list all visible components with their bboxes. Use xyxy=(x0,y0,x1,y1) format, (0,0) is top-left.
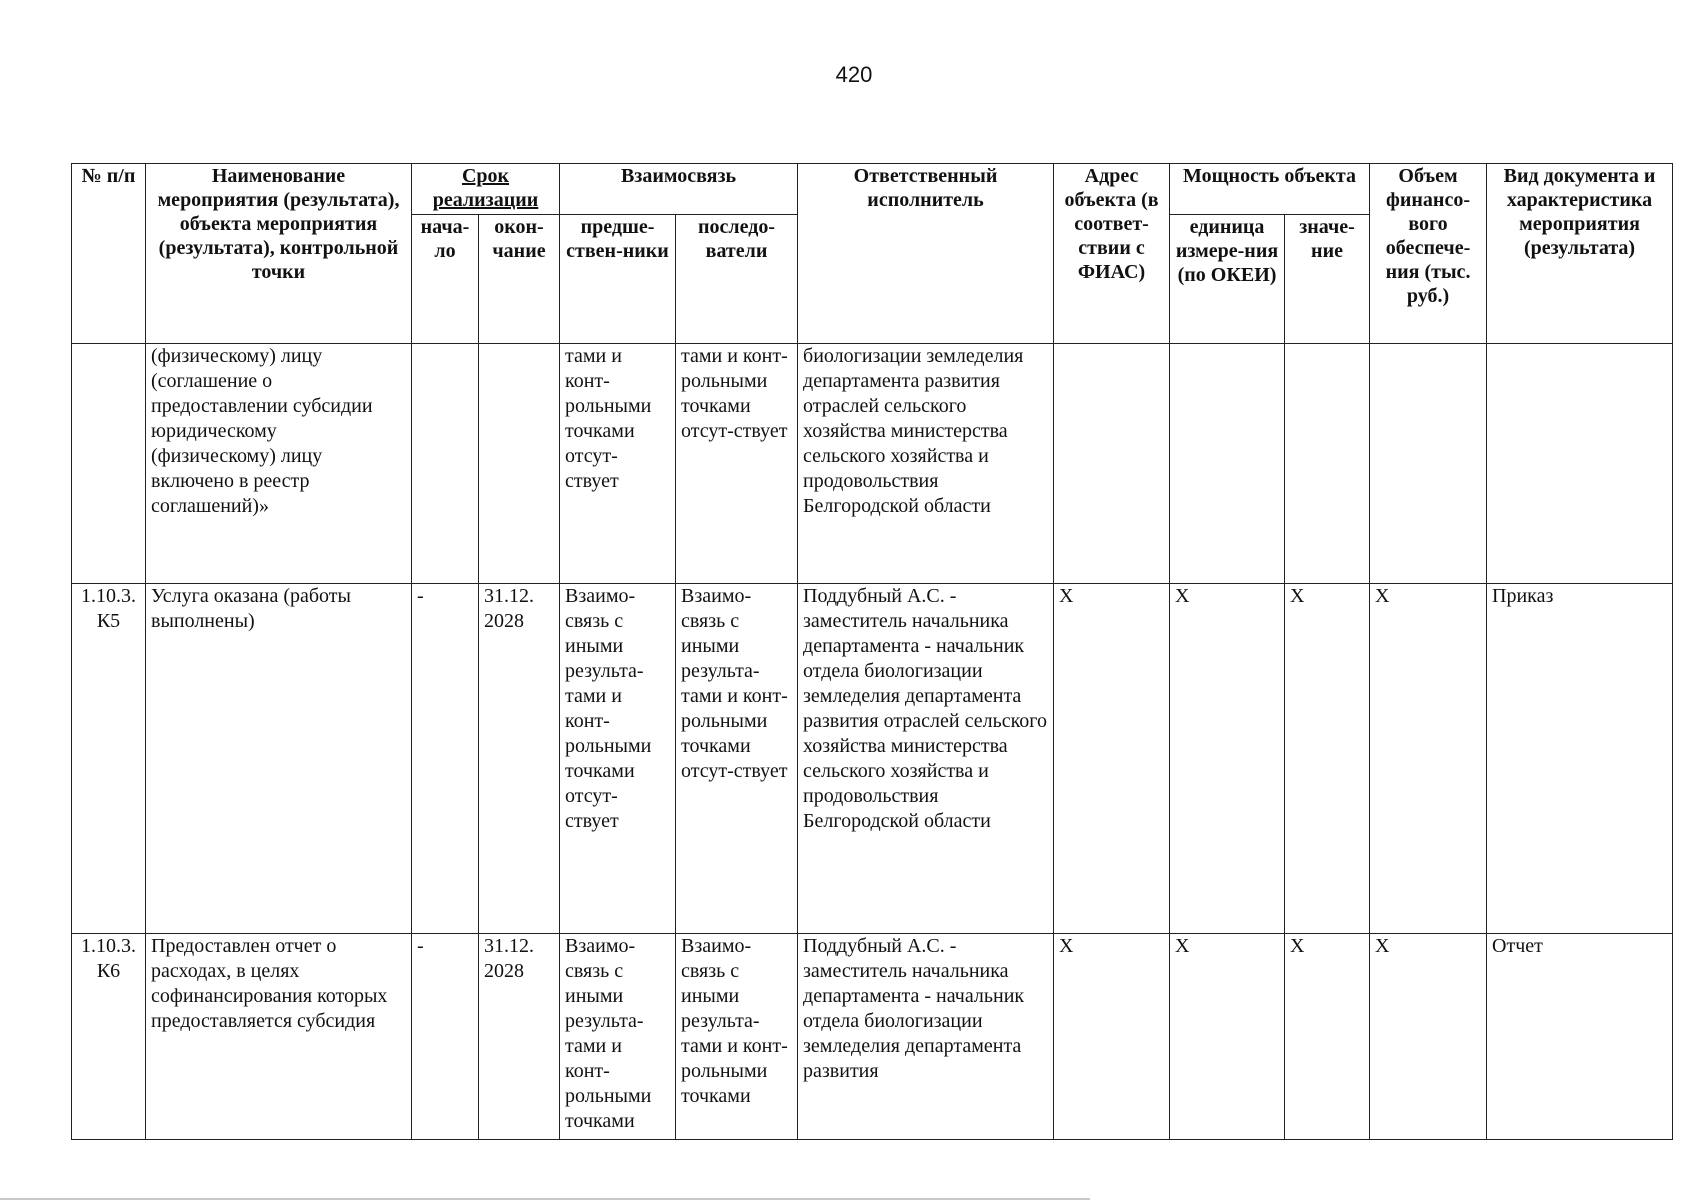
cell-unit-text: X xyxy=(1175,935,1190,957)
cell-name-text: Предоставлен отчет о расходах, в целях софинансирования которых предоставляется субсидия xyxy=(151,935,388,1032)
header-name: Наименование мероприятия (результата), объекта мероприятия (результата), контрольной точки xyxy=(146,164,412,344)
cell-funding: X xyxy=(1370,584,1487,934)
cell-end xyxy=(479,934,560,1140)
cell-next: Взаимо-связь с иными результа-тами и конт-рольными точками отсут-ствует xyxy=(676,584,798,934)
cell-prev: Взаимо-связь с иными результа-тами и конт-рольными точками отсут-ствует xyxy=(560,584,676,934)
cell-end: 31.12. 2028 xyxy=(479,584,560,934)
cell-responsible: Поддубный А.С. - заместитель начальника департамента - начальник отдела биологизации земледелия департамента развития отраслей сельского хозяйства министерства сельского хозяйства и продовольствия Белгородской области xyxy=(798,584,1054,934)
cell-funding xyxy=(1370,344,1487,584)
header-link: Взаимосвязь xyxy=(560,164,798,215)
cell-next-text: Взаимо-связь с иными результа-тами и конт-рольными точками xyxy=(681,935,788,1107)
cell-address-text: X xyxy=(1059,935,1074,957)
cell-prev xyxy=(560,934,676,1140)
cell-value: X xyxy=(1285,584,1370,934)
cell-next xyxy=(676,934,798,1140)
header-link-next: последо-ватели xyxy=(676,215,798,344)
cell-doc xyxy=(1487,344,1673,584)
header-row-1 xyxy=(72,164,1673,215)
cell-start: - xyxy=(412,584,479,934)
cell-value xyxy=(1285,344,1370,584)
cell-address xyxy=(1054,934,1170,1140)
header-term xyxy=(412,164,560,215)
cell-address xyxy=(1054,344,1170,584)
cell-funding-text: X xyxy=(1375,935,1390,957)
cell-name: Услуга оказана (работы выполнены) xyxy=(146,584,412,934)
cell-num: 1.10.3. К5 xyxy=(72,584,146,934)
cell-unit xyxy=(1170,344,1285,584)
cell-start xyxy=(412,344,479,584)
cell-num xyxy=(72,934,146,1140)
header-responsible: Ответственный исполнитель xyxy=(798,164,1054,344)
cell-funding xyxy=(1370,934,1487,1140)
table-row xyxy=(72,934,1673,1140)
header-address: Адрес объекта (в соответ-ствии с ФИАС) xyxy=(1054,164,1170,344)
header-doc-type: Вид документа и характеристика мероприятия (результата) xyxy=(1487,164,1673,344)
header-num: № п/п xyxy=(72,164,146,344)
cell-name: (физическому) лицу (соглашение о предоставлении субсидии юридическому (физическому) лицу включено в реестр соглашений)» xyxy=(146,344,412,584)
cell-num-text: 1.10.3. К6 xyxy=(81,935,136,982)
cell-unit: X xyxy=(1170,584,1285,934)
header-capacity-unit: единица измере-ния (по ОКЕИ) xyxy=(1170,215,1285,344)
cell-value xyxy=(1285,934,1370,1140)
cell-doc-text: Отчет xyxy=(1492,935,1543,957)
header-term-label: Срок реализации xyxy=(432,165,539,211)
cell-responsible xyxy=(798,934,1054,1140)
cell-value-text: X xyxy=(1290,935,1305,957)
cell-prev: тами и конт-рольными точками отсут-ствует xyxy=(560,344,676,584)
header-term-end: окон-чание xyxy=(479,215,560,344)
cell-start-text: - xyxy=(417,935,424,957)
table-row xyxy=(72,584,1673,934)
cell-prev-text: Взаимо-связь с иными результа-тами и конт-рольными точками xyxy=(565,935,652,1132)
plan-table xyxy=(71,163,1673,1140)
cell-name xyxy=(146,934,412,1140)
cell-responsible-text: Поддубный А.С. - заместитель начальника департамента - начальник отдела биологизации земледелия департамента развития xyxy=(803,935,1025,1082)
cell-num xyxy=(72,344,146,584)
table-row xyxy=(72,344,1673,584)
cell-end xyxy=(479,344,560,584)
header-funding: Объем финансо-вого обеспече-ния (тыс. руб.) xyxy=(1370,164,1487,344)
cell-start xyxy=(412,934,479,1140)
header-capacity: Мощность объекта xyxy=(1170,164,1370,215)
header-term-start: нача-ло xyxy=(412,215,479,344)
cell-doc: Приказ xyxy=(1487,584,1673,934)
header-link-prev: предше-ствен-ники xyxy=(560,215,676,344)
header-capacity-value: значе-ние xyxy=(1285,215,1370,344)
page-number: 420 xyxy=(835,62,873,87)
cell-next: тами и конт-рольными точками отсут-ствует xyxy=(676,344,798,584)
cell-end-text: 31.12. 2028 xyxy=(484,935,534,982)
cell-responsible: биологизации земледелия департамента развития отраслей сельского хозяйства министерства сельского хозяйства и продовольствия Белгородской области xyxy=(798,344,1054,584)
cell-unit xyxy=(1170,934,1285,1140)
cell-doc xyxy=(1487,934,1673,1140)
cell-address: X xyxy=(1054,584,1170,934)
